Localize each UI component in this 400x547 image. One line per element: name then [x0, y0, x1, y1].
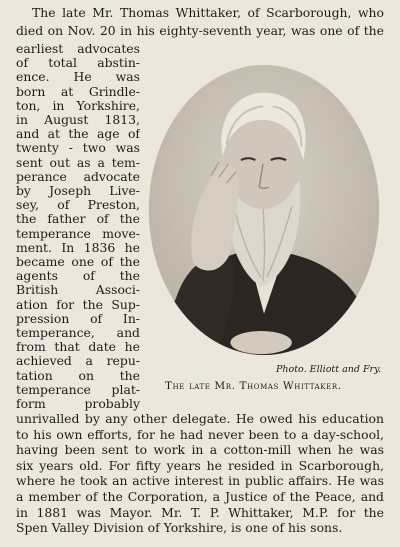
article-line: unrivalled by any other delegate. He owed his education	[16, 411, 384, 426]
article-line: twenty - two was	[16, 140, 140, 156]
article-line: six years old. For fifty years he resided in Scarborough,	[16, 457, 384, 473]
article-line: to his own efforts, for he had never been to a day-school,	[16, 426, 384, 442]
photo-credit: Photo. Elliott and Fry.	[276, 364, 382, 375]
article-line: became one of the	[16, 254, 140, 269]
photo-caption: The late Mr. Thomas Whittaker.	[165, 380, 342, 392]
portrait-photo	[143, 64, 385, 356]
article-line: British Associ-	[16, 282, 140, 298]
article-line: sent out as a tem-	[16, 154, 140, 170]
article-line: and at the age of	[16, 126, 140, 142]
article-line: pression of In-	[16, 310, 140, 326]
article-line: from that date he	[16, 339, 140, 355]
article-line: ation for the Sup-	[16, 296, 140, 312]
article-line: temperance move-	[16, 225, 140, 241]
article-line: born at Grindle-	[16, 83, 140, 99]
article-line: died on Nov. 20 in his eighty-seventh year, was one of the	[16, 23, 384, 38]
article-line: the father of the	[16, 211, 140, 227]
article-line: a member of the Corporation, a Justice of the Peace, and	[16, 489, 384, 504]
article-line: form probably	[16, 396, 140, 411]
article-line: The late Mr. Thomas Whittaker, of Scarborough, who	[32, 5, 384, 20]
article-line: Spen Valley Division of Yorkshire, is one of his sons.	[16, 520, 343, 536]
article-line: in August 1813,	[16, 112, 140, 127]
article-line: ton, in Yorkshire,	[16, 97, 140, 113]
article-line: having been sent to work in a cotton-mill when he was	[16, 442, 384, 458]
article-line: in 1881 was Mayor. Mr. T. P. Whittaker, M.P. for the	[16, 504, 384, 520]
article-line: tation on the	[16, 367, 140, 383]
article-line: earliest advocates	[16, 41, 140, 56]
article-line: where he took an active interest in public affairs. He was	[16, 473, 384, 489]
article-line: temperance, and	[16, 325, 140, 340]
article-line: by Joseph Live-	[16, 183, 140, 198]
article-line: agents of the	[16, 268, 140, 284]
article-line: of total abstin-	[16, 55, 140, 71]
article-line: temperance plat-	[16, 381, 140, 397]
article-line: achieved a repu-	[16, 353, 140, 369]
article-line: sey, of Preston,	[16, 197, 140, 213]
article-line: ence. He was	[16, 69, 140, 85]
article-line: ment. In 1836 he	[16, 239, 140, 255]
article-line: perance advocate	[16, 168, 140, 184]
